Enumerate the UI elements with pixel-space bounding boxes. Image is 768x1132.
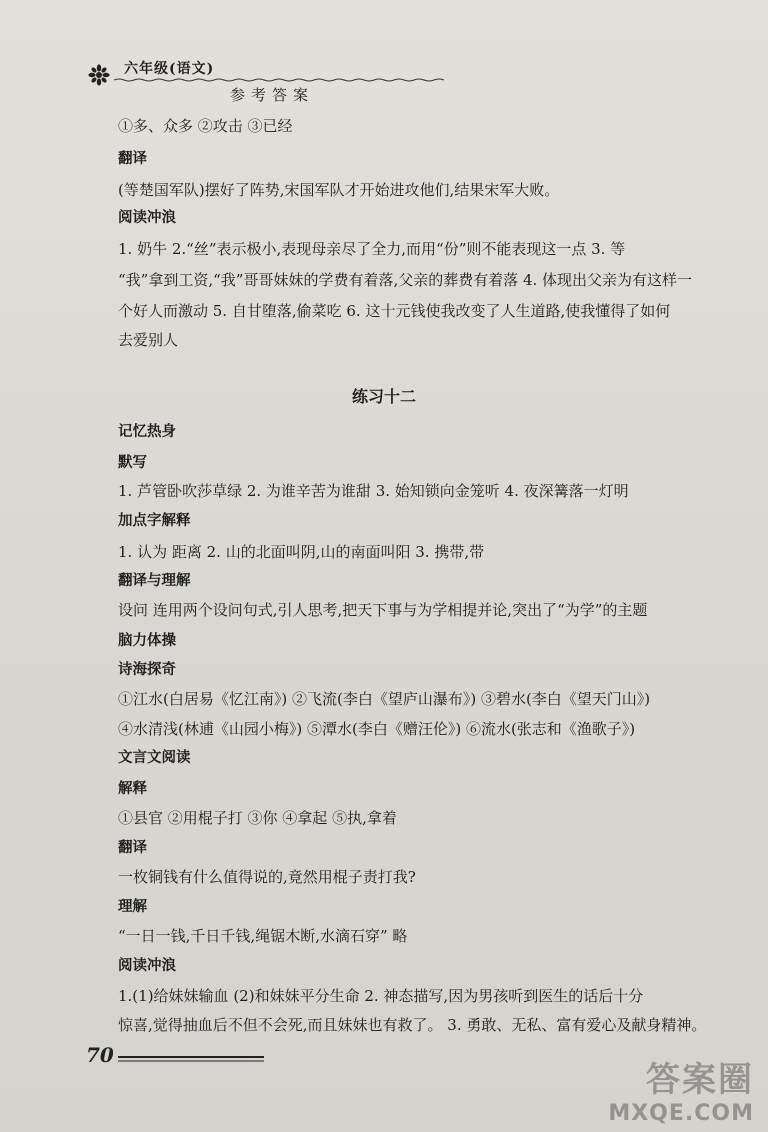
answer-line: “一日一钱,千日千钱,绳锯木断,水滴石穿” 略 — [118, 927, 408, 945]
answer-line: ①县官 ②用棍子打 ③你 ④拿起 ⑤执,拿着 — [118, 809, 397, 827]
subheading: 文言文阅读 — [118, 750, 191, 766]
subheading: 加点字解释 — [118, 513, 191, 529]
answer-line: ①江水(白居易《忆江南》) ②飞流(李白《望庐山瀑布》) ③碧水(李白《望天门山》) — [118, 690, 651, 708]
subheading: 脑力体操 — [118, 633, 176, 649]
answer-line: 1. 认为 距离 2. 山的北面叫阴,山的南面叫阳 3. 携带,带 — [118, 543, 485, 561]
answer-line: ④水清浅(林逋《山园小梅》) ⑤潭水(李白《赠汪伦》) ⑥流水(张志和《渔歌子》) — [118, 720, 636, 738]
subheading: 阅读冲浪 — [118, 958, 176, 974]
answer-line: “我”拿到工资,“我”哥哥妹妹的学费有着落,父亲的葬费有着落 4. 体现出父亲为有这样一 — [118, 271, 693, 289]
answer-line: 个好人而激动 5. 自甘堕落,偷菜吃 6. 这十元钱使我改变了人生道路,使我懂得了如何 — [118, 302, 671, 320]
flower-icon — [88, 64, 110, 86]
subheading: 翻译 — [118, 840, 147, 856]
section-title: 练习十二 — [351, 387, 416, 406]
subheading: 阅读冲浪 — [118, 210, 176, 226]
watermark — [608, 1052, 754, 1126]
answer-title: 参考答案 — [230, 86, 315, 104]
header-rule — [114, 78, 444, 82]
header-grade: 六年级(语文) — [124, 61, 215, 77]
subheading: 诗海探奇 — [118, 662, 176, 678]
page-number: 70 — [86, 1043, 114, 1067]
answer-line: (等楚国军队)摆好了阵势,宋国军队才开始进攻他们,结果宋军大败。 — [118, 181, 560, 199]
subheading: 理解 — [118, 899, 147, 915]
answer-line: 去爱别人 — [118, 331, 179, 349]
subheading: 默写 — [118, 455, 147, 471]
watermark-url: MXQE.COM — [608, 1101, 754, 1126]
subheading: 翻译 — [118, 151, 147, 167]
subheading: 解释 — [118, 781, 147, 797]
answer-line: 一枚铜钱有什么值得说的,竟然用棍子责打我? — [118, 868, 416, 886]
answer-line: 1. 奶牛 2.“丝”表示极小,表现母亲尽了全力,而用“份”则不能表现这一点 3. 等 — [118, 240, 626, 258]
answer-line: 1.(1)给妹妹输血 (2)和妹妹平分生命 2. 神态描写,因为男孩听到医生的话后十分 — [118, 987, 644, 1005]
footer-rule — [118, 1055, 264, 1063]
subheading: 翻译与理解 — [118, 573, 191, 589]
answer-line: ①多、众多 ②攻击 ③已经 — [118, 117, 293, 135]
answer-line: 1. 芦管卧吹莎草绿 2. 为谁辛苦为谁甜 3. 始知锁向金笼听 4. 夜深篝落一灯明 — [118, 482, 629, 500]
watermark-logo: 答案圈 — [646, 1060, 754, 1100]
answer-line: 惊喜,觉得抽血后不但不会死,而且妹妹也有救了。 3. 勇敢、无私、富有爱心及献身精神。 — [118, 1016, 707, 1034]
subheading: 记忆热身 — [118, 424, 176, 440]
answer-line: 设问 连用两个设问句式,引人思考,把天下事与为学相提并论,突出了“为学”的主题 — [118, 601, 648, 619]
